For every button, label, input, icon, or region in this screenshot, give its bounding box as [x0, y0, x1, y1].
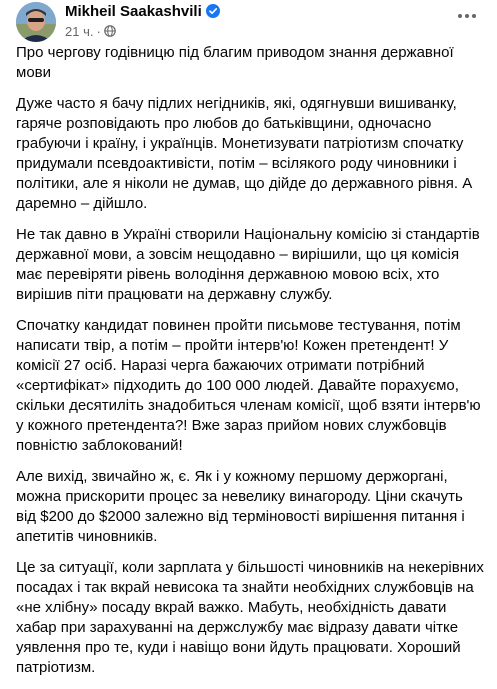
post-paragraph: Спочатку кандидат повинен пройти письмове тестування, потім написати твір, а потім – пройти інтерв'ю! Кожен претендент! У комісії 27 осіб. Наразі черга бажаючих отримати потрібний «сертифікат» підходить до 100 000 людей. Давайте порахуємо, скільки десятиліть знадобиться членам комісії, щоб взяти інтерв'ю у кожного претендента?! Вже зараз прийом нових службовців повністю заблокований! [16, 317, 481, 454]
verified-badge-icon [206, 4, 220, 18]
post-title-paragraph: Про чергову годівницю під благим приводом знання державної мови [16, 44, 454, 81]
post-body [16, 43, 486, 689]
post-paragraph: Але вихід, звичайно ж, є. Як і у кожному першому держоргані, можна прискорити процес за невелику винагороду. Ціни скачуть від $200 до $2000 залежно від терміновості вирішення питання і апетитів чиновників. [16, 468, 465, 545]
post-paragraph: Не так давно в Україні створили Національну комісію зі стандартів державної мови, а зовсім нещодавно – вирішили, що ця комісія має перевіряти рівень володіння державною мовою всіх, хто вирішив піти працювати на державну службу. [16, 226, 480, 303]
author-avatar[interactable] [16, 2, 56, 42]
globe-icon[interactable] [104, 25, 116, 37]
author-name[interactable] [65, 3, 220, 20]
meta-separator: · [96, 24, 101, 39]
post-meta [65, 24, 116, 39]
post-timestamp[interactable]: 21 ч. [65, 24, 94, 39]
post-header [16, 0, 486, 44]
post-paragraph: Дуже часто я бачу підлих негідників, які, одягнувши вишиванку, гаряче розповідають про любов до батьківщини, одночасно грабуючи і країну, і українців. Монетизувати патріотизм спочатку придумали псевдоактивісти, потім – всілякого роду чиновники і політики, але я ніколи не думав, що дійде до державного рівня. А даремно – дійшло. [16, 95, 473, 212]
author-name-text[interactable]: Mikheil Saakashvili [65, 3, 202, 20]
post-paragraph: Це за ситуації, коли зарплата у більшості чиновників на некерівних посадах і так вкрай невисока та знайти необхідних службовців на «не хлібну» посаду вкрай важко. Мабуть, необхідність давати хабар при зарахуванні на держслужбу має відразу давати чітке уявлення про те, куди і навіщо вони йдуть працювати. Хороший патріотизм. [16, 559, 484, 676]
more-options-icon[interactable] [454, 6, 480, 26]
